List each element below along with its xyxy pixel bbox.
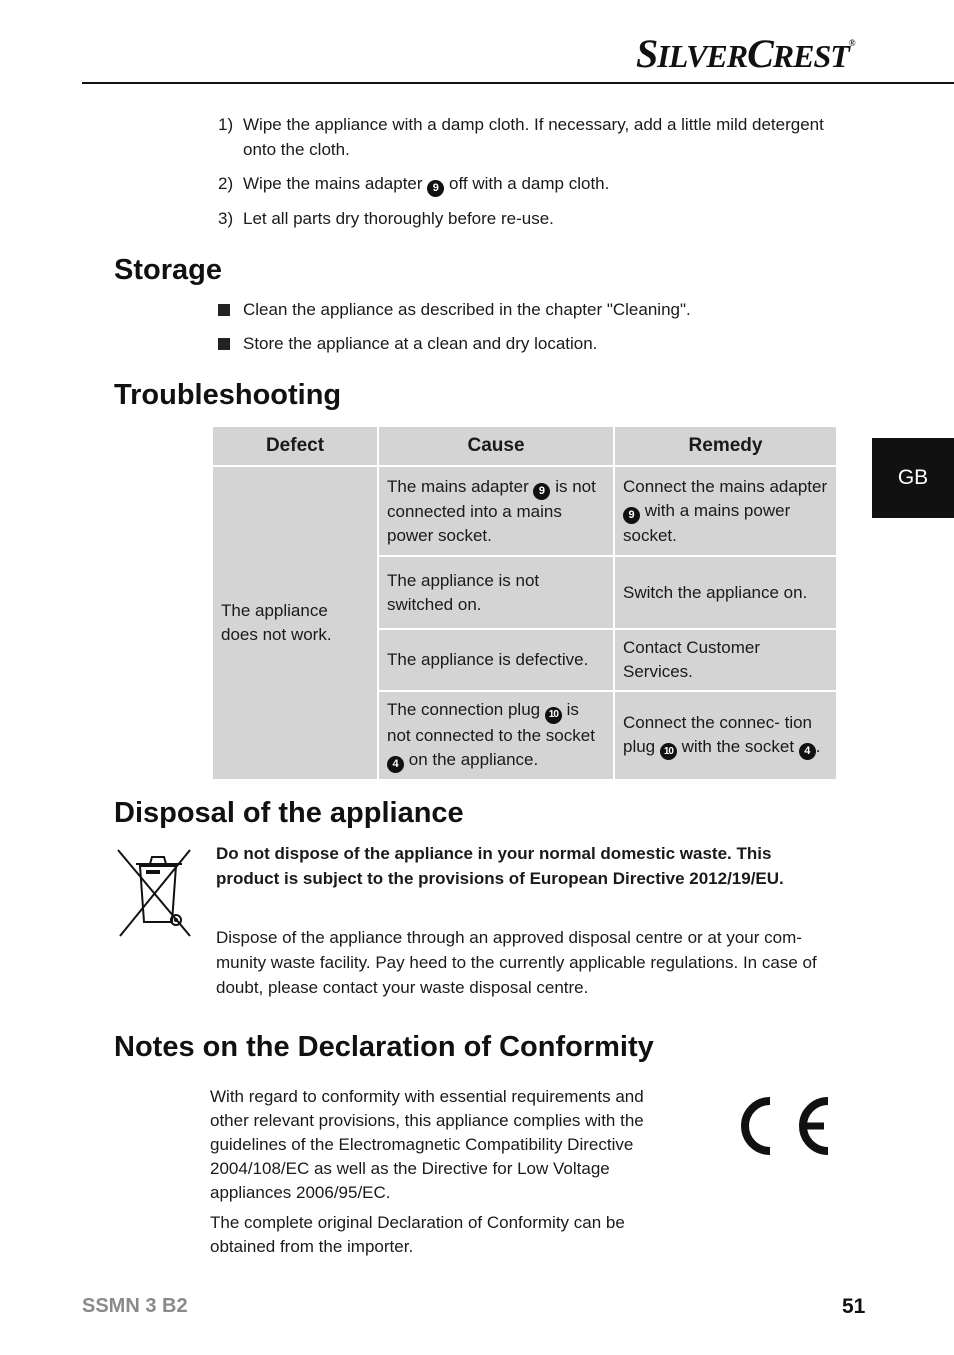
table-row: [212, 466, 837, 556]
column-header: Defect: [212, 426, 378, 466]
conformity-paragraph: With regard to conformity with essential requirements and other relevant provisions, this appliance complies with the guidelines of the Electromagnetic Compatibility Directive 2004/108/EC as well as the Directive for Low Voltage appliances 2006/95/EC.: [210, 1087, 644, 1202]
ref-9-icon: 9: [427, 180, 444, 197]
troubleshooting-heading: Troubleshooting: [114, 379, 342, 411]
defect-cell: The appliance does not work.: [212, 466, 378, 780]
step-item: 3) Let all parts dry thoroughly before re-use.: [218, 209, 554, 228]
conformity-paragraph: The complete original Declaration of Conformity can be obtained from the importer.: [210, 1213, 625, 1256]
cause-cell: The appliance is not switched on.: [378, 556, 614, 629]
remedy-cell: Connect the connec- tion plug 10 with the socket 4 .: [614, 691, 837, 780]
bullet-square-icon: [218, 338, 230, 350]
remedy-cell: Switch the appliance on.: [614, 556, 837, 629]
list-item: Clean the appliance as described in the chapter "Cleaning".: [218, 297, 691, 322]
ref-4-icon: 4: [387, 756, 404, 773]
model-number: SSMN 3 B2: [82, 1295, 188, 1317]
disposal-warning: Do not dispose of the appliance in your normal domestic waste. This product is subject to the provisions of European Directive 2012/19/EU.: [216, 844, 784, 888]
troubleshooting-table: [211, 425, 838, 781]
cause-cell: The connection plug 10 is not connected to the socket 4 on the appliance.: [378, 691, 614, 780]
ref-9-icon: 9: [533, 483, 550, 500]
cleaning-steps: [218, 112, 858, 240]
ref-9-icon: 9: [623, 507, 640, 524]
ref-4-icon: 4: [799, 743, 816, 760]
disposal-heading: Disposal of the appliance: [114, 797, 464, 829]
storage-list: [218, 297, 691, 365]
crossed-out-wheelie-bin-icon: [116, 846, 192, 940]
ref-10-icon: 10: [660, 743, 677, 760]
disposal-text: Dispose of the appliance through an approved disposal centre or at your com- munity waste facility. Pay heed to the currently applicable regulations. In case of doubt, please contact your waste disposal centre.: [216, 928, 817, 997]
ref-10-icon: 10: [545, 707, 562, 724]
step-item: 1) Wipe the appliance with a damp cloth. If necessary, add a little mild detergent onto the cloth.: [218, 115, 824, 159]
ce-mark-icon: [734, 1092, 832, 1160]
storage-heading: Storage: [114, 254, 222, 286]
brand-logo: SILVERCREST®: [636, 31, 855, 76]
cause-cell: The mains adapter 9 is not connected into a mains power socket.: [378, 466, 614, 556]
language-tab: GB: [872, 438, 954, 518]
remedy-cell: Connect the mains adapter 9 with a mains power socket.: [614, 466, 837, 556]
remedy-cell: Contact Customer Services.: [614, 629, 837, 691]
column-header: Remedy: [614, 426, 837, 466]
list-item: Store the appliance at a clean and dry location.: [218, 331, 691, 356]
step-item: 2) Wipe the mains adapter 9 off with a damp cloth.: [218, 171, 858, 197]
header-rule: [82, 82, 954, 84]
cause-cell: The appliance is defective.: [378, 629, 614, 691]
bullet-square-icon: [218, 304, 230, 316]
conformity-heading: Notes on the Declaration of Conformity: [114, 1031, 654, 1063]
column-header: Cause: [378, 426, 614, 466]
page-number: 51: [842, 1295, 866, 1318]
